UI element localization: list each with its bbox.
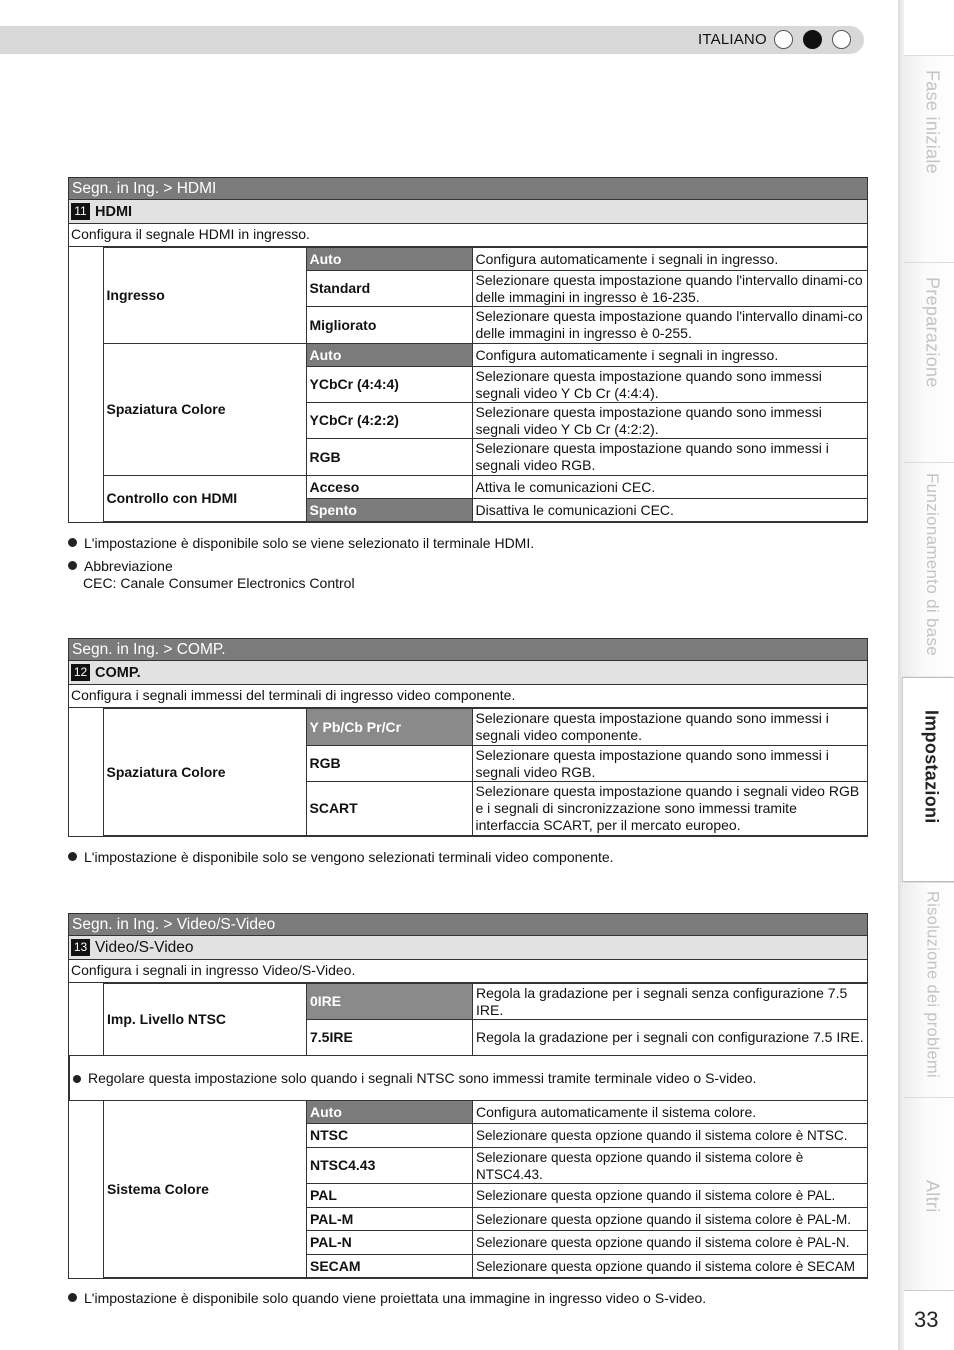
option[interactable]: RGB: [306, 439, 472, 476]
note-subtext: CEC: Canale Consumer Electronics Control: [83, 575, 355, 591]
setting-name: Ingresso: [103, 248, 306, 344]
tab-fase-iniziale[interactable]: [904, 55, 954, 262]
option[interactable]: YCbCr (4:2:2): [306, 403, 472, 439]
option[interactable]: PAL: [307, 1184, 473, 1208]
option-description: Selezionare questa opzione quando il sistema colore è PAL.: [473, 1184, 868, 1208]
option-description: Selezionare questa opzione quando il sistema colore è NTSC.: [473, 1124, 868, 1148]
indent-cell: [70, 1101, 104, 1278]
ntsc-table: [68, 983, 868, 1279]
language-dot-icon: [832, 30, 851, 49]
option[interactable]: NTSC: [307, 1124, 473, 1148]
note: [68, 849, 614, 866]
option-description: Attiva le comunicazioni CEC.: [472, 476, 867, 499]
option[interactable]: PAL-M: [307, 1208, 473, 1231]
option-description: Selezionare questa opzione quando il sistema colore è NTSC4.43.: [473, 1148, 868, 1184]
option-selected[interactable]: Auto: [307, 1101, 473, 1124]
item-number-badge: 11: [71, 203, 90, 220]
option[interactable]: Acceso: [306, 476, 472, 499]
language-dot-active-icon: [803, 30, 822, 49]
hdmi-section: [68, 177, 868, 523]
section-description: Configura i segnali immessi del terminali di ingresso video componente.: [68, 685, 868, 708]
language-label: ITALIANO: [698, 31, 767, 48]
option-description: Regola la gradazione per i segnali senza configurazione 7.5 IRE.: [473, 984, 868, 1020]
option[interactable]: Standard: [306, 271, 472, 307]
item-number-badge: 13: [71, 939, 90, 956]
section-title: Segn. in Ing. > Video/S-Video: [68, 913, 868, 936]
section-subtitle: [68, 936, 868, 960]
option-description: Selezionare questa impostazione quando sono immessi i segnali video RGB.: [472, 746, 867, 782]
page-number: 33: [914, 1307, 939, 1332]
tab-risoluzione-dei-problemi[interactable]: [904, 882, 954, 1097]
note: [68, 558, 355, 592]
note-text: L'impostazione è disponibile solo se viene selezionato il terminale HDMI.: [84, 535, 535, 551]
setting-name: Spaziatura Colore: [103, 344, 306, 476]
tab-impostazioni[interactable]: [902, 677, 954, 882]
option-selected[interactable]: Auto: [306, 248, 472, 271]
tab-label: Impostazioni: [921, 710, 942, 824]
option-description: Disattiva le comunicazioni CEC.: [472, 499, 867, 522]
settings-table: [68, 708, 868, 837]
option-description: Selezionare questa impostazione quando sono immessi i segnali video RGB.: [472, 439, 867, 476]
section-subtitle: [68, 661, 868, 685]
section-title: Segn. in Ing. > HDMI: [68, 177, 868, 200]
setting-name: Sistema Colore: [104, 1101, 307, 1278]
option-selected[interactable]: Y Pb/Cb Pr/Cr: [306, 709, 472, 746]
option-description: Configura automaticamente i segnali in ingresso.: [472, 344, 867, 367]
setting-name: Imp. Livello NTSC: [104, 984, 307, 1056]
bullet-icon: [68, 1293, 77, 1302]
tab-label: Risoluzione dei problemi: [923, 891, 942, 1078]
option[interactable]: PAL-N: [307, 1231, 473, 1255]
section-description: Configura il segnale HDMI in ingresso.: [68, 224, 868, 247]
option-description: Selezionare questa impostazione quando sono immessi segnali video Y Cb Cr (4:4:4).: [472, 367, 867, 403]
option-description: Configura automaticamente il sistema colore.: [473, 1101, 868, 1124]
section-subtitle: [68, 200, 868, 224]
setting-name: Controllo con HDMI: [103, 476, 306, 522]
note-text: L'impostazione è disponibile solo se vengono selezionati terminali video componente.: [84, 849, 614, 865]
option-description: Selezionare questa impostazione quando l'intervallo dinami-co delle immagini in ingresso è 0-255.: [472, 307, 867, 344]
note-text: Abbreviazione: [84, 558, 173, 574]
section-title: Segn. in Ing. > COMP.: [68, 638, 868, 661]
note-text: L'impostazione è disponibile solo quando viene proiettata una immagine in ingresso video o S-video.: [84, 1290, 707, 1306]
option-description: Selezionare questa impostazione quando sono immessi segnali video Y Cb Cr (4:2:2).: [472, 403, 867, 439]
item-number-badge: 12: [71, 664, 90, 681]
tab-label: Altri: [922, 1180, 943, 1213]
settings-table: [68, 247, 868, 523]
indent-cell: [69, 248, 103, 522]
option[interactable]: NTSC4.43: [307, 1148, 473, 1184]
comp-section: [68, 638, 868, 837]
option-selected[interactable]: Spento: [306, 499, 472, 522]
option-description: Selezionare questa impostazione quando i segnali video RGB e i segnali di sincronizzazione sono immessi tramite interfaccia SCART, per il mercato europeo.: [472, 782, 867, 836]
bullet-icon: [68, 561, 77, 570]
setting-name: Spaziatura Colore: [103, 709, 306, 836]
subtitle-text: Video/S-Video: [95, 938, 194, 956]
option-selected[interactable]: 0IRE: [307, 984, 473, 1020]
option-description: Selezionare questa opzione quando il sistema colore è SECAM: [473, 1255, 868, 1278]
tab-altri[interactable]: [904, 1097, 954, 1290]
option[interactable]: RGB: [306, 746, 472, 782]
option[interactable]: SCART: [306, 782, 472, 836]
option-description: Selezionare questa impostazione quando l'intervallo dinami-co delle immagini in ingresso è 16-235.: [472, 271, 867, 307]
option-description: Selezionare questa opzione quando il sistema colore è PAL-N.: [473, 1231, 868, 1255]
indent-cell: [70, 984, 104, 1056]
bullet-icon: [68, 538, 77, 547]
note: [68, 1290, 706, 1307]
option-description: Selezionare questa opzione quando il sistema colore è PAL-M.: [473, 1208, 868, 1231]
tab-label: Funzionamento di base: [923, 473, 942, 657]
video-section: [68, 913, 868, 1279]
option[interactable]: Migliorato: [306, 307, 472, 344]
tab-preparazione[interactable]: [904, 262, 954, 462]
ntsc-note-row: [70, 1056, 868, 1101]
note-text: Regolare questa impostazione solo quando i segnali NTSC sono immessi tramite terminale video o S-video.: [88, 1069, 757, 1086]
option-description: Configura automaticamente i segnali in ingresso.: [472, 248, 867, 271]
language-dot-icon: [774, 30, 793, 49]
option[interactable]: 7.5IRE: [307, 1020, 473, 1056]
option-description: Regola la gradazione per i segnali con configurazione 7.5 IRE.: [473, 1020, 868, 1056]
bullet-icon: [68, 852, 77, 861]
option[interactable]: SECAM: [307, 1255, 473, 1278]
option[interactable]: YCbCr (4:4:4): [306, 367, 472, 403]
tab-label: Fase iniziale: [922, 70, 943, 174]
section-description: Configura i segnali in ingresso Video/S-Video.: [68, 960, 868, 983]
option-description: Selezionare questa impostazione quando sono immessi i segnali video componente.: [472, 709, 867, 746]
subtitle-text: HDMI: [95, 203, 133, 220]
subtitle-text: COMP.: [95, 664, 141, 681]
bullet-icon: [73, 1075, 81, 1083]
tab-funzionamento-di-base[interactable]: [904, 462, 954, 677]
option-selected[interactable]: Auto: [306, 344, 472, 367]
note: [68, 535, 534, 552]
indent-cell: [69, 709, 103, 836]
page-number-box: [904, 1290, 954, 1350]
tab-label: Preparazione: [922, 277, 943, 388]
